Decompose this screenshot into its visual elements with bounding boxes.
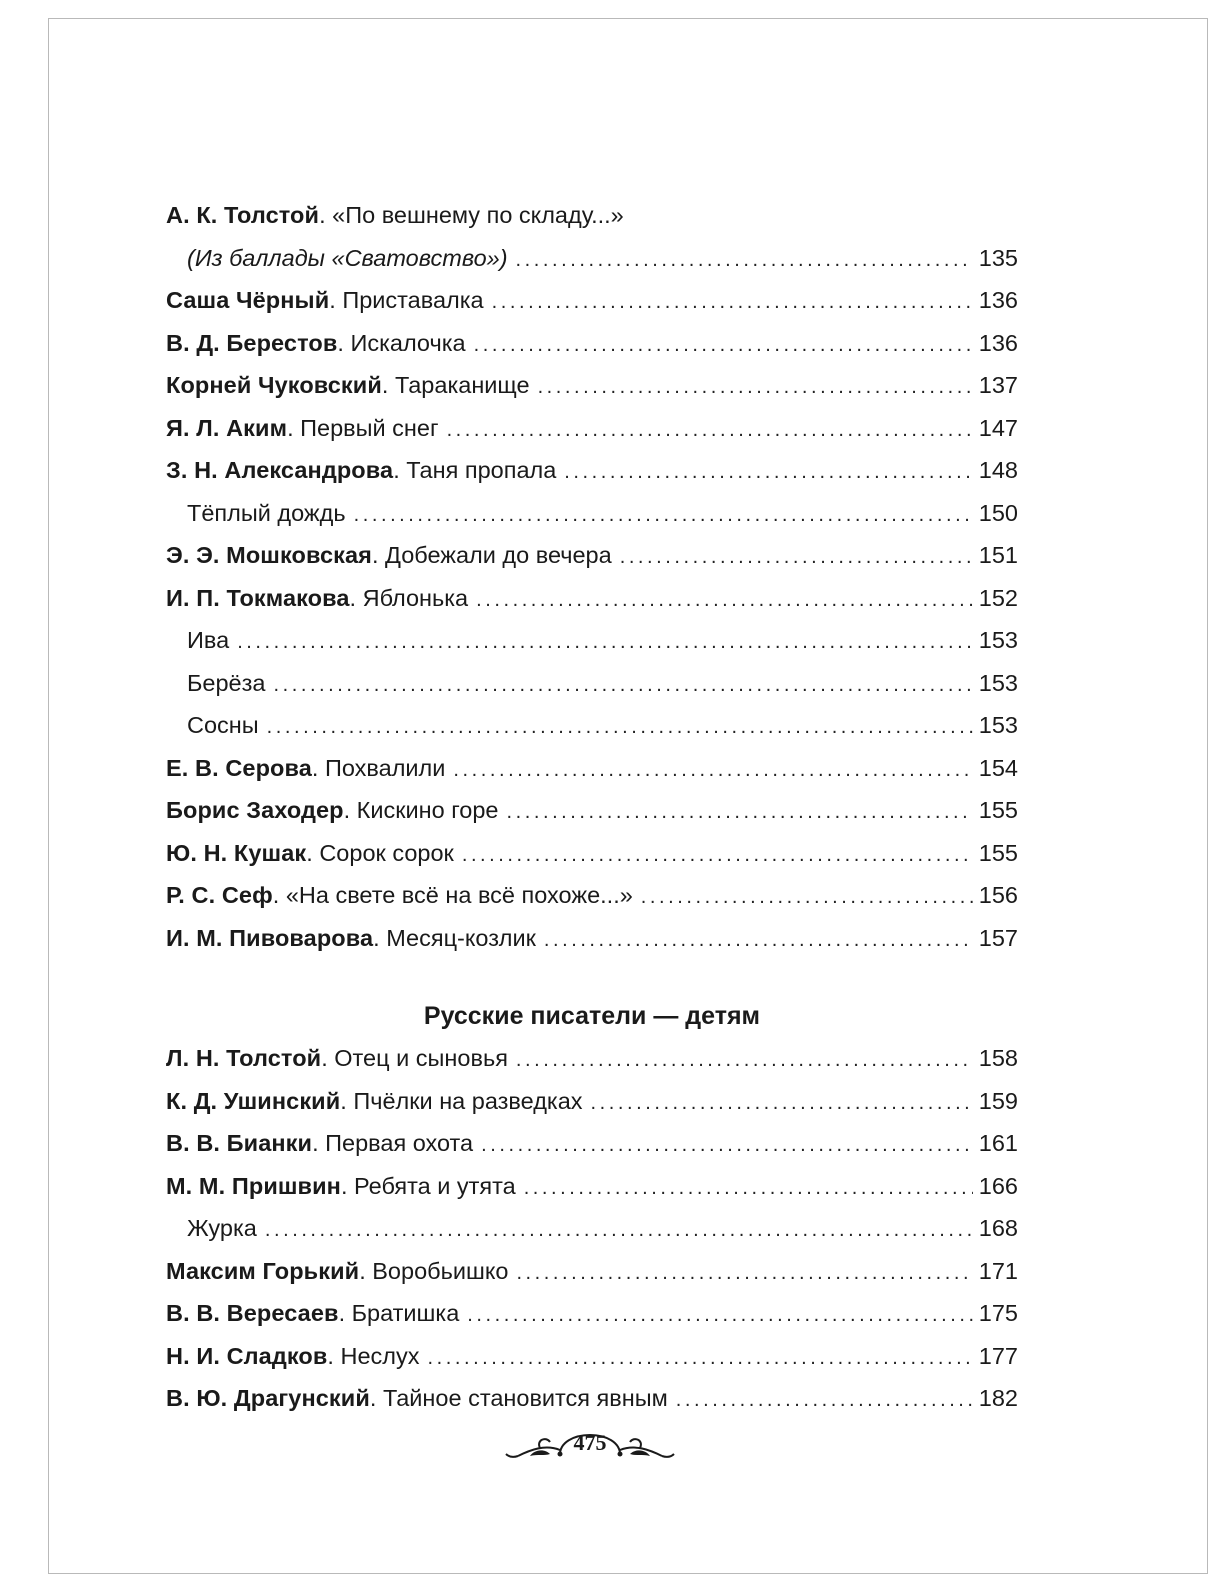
toc-separator: . [393,457,407,483]
toc-author: Э. Э. Мошковская [166,542,372,568]
toc-page-number: 155 [978,797,1018,823]
toc-title: Ребята и утята [354,1172,516,1199]
toc-entry [166,1250,1018,1293]
toc-page-number: 152 [978,584,1018,611]
toc-entry [166,1080,1018,1123]
dot-leader [462,834,973,877]
toc-page-number: 153 [978,669,1018,696]
toc-author: Я. Л. Аким [166,414,288,441]
toc-page-number: 168 [978,1215,1018,1241]
toc-page-number: 159 [978,1087,1018,1114]
toc-author: И. М. Пивоварова [166,924,374,951]
toc-page-number: 136 [978,329,1018,356]
dot-leader [538,366,973,409]
dot-leader [516,1252,972,1295]
toc-separator: . [306,839,320,866]
toc-author: Е. В. Серова [166,754,312,781]
toc-entry [166,449,1018,492]
dot-leader [544,919,973,962]
toc-entry [166,1165,1018,1208]
dot-leader [476,579,973,622]
dot-leader [516,239,973,282]
toc-separator: . [359,1257,373,1284]
toc-page-number: 177 [978,1342,1018,1369]
dot-leader [524,1167,973,1210]
dot-leader [453,749,972,792]
toc-author: Борис Заходер [166,797,344,823]
toc-separator: . [287,414,301,441]
toc-title: Добежали до вечера [385,542,612,568]
toc-page-number: 157 [978,924,1018,951]
toc-page-number: 155 [978,839,1018,866]
dot-leader [620,536,973,579]
dot-leader [354,494,973,537]
toc-entry [166,747,1018,790]
dot-leader [481,1124,973,1167]
toc-title: Яблонька [362,584,469,611]
toc-separator: . [381,372,395,398]
toc-entry [166,534,1018,577]
page-number: 475 [573,1430,607,1455]
dot-leader [267,706,973,749]
dot-leader [237,621,973,664]
toc-separator: . [311,754,325,781]
dot-leader [474,324,973,367]
toc-page-number: 148 [978,457,1018,483]
toc-entry [166,279,1018,322]
toc-separator: . [272,882,286,908]
toc-author: В. Ю. Драгунский [166,1385,370,1411]
toc-title: «На свете всё на всё похоже...» [285,882,633,908]
toc-separator: . [319,202,333,228]
toc-title: Месяц-козлик [386,924,536,951]
toc-title: Берёза [187,669,266,696]
dot-leader [516,1039,973,1082]
toc-page-number: 137 [978,372,1018,398]
toc-title: Ива [187,627,230,653]
toc-title: Пчёлки на разведках [353,1087,583,1114]
toc-page-number: 135 [978,244,1018,271]
dot-leader [492,281,973,324]
toc-separator: . [329,287,343,313]
toc-entry [166,1292,1018,1335]
toc-entry [166,322,1018,365]
toc-title: Неслух [340,1342,420,1369]
toc-page-number: 171 [978,1257,1018,1284]
toc-entry [166,1335,1018,1378]
toc-entry [166,789,1018,832]
toc-title: Кискино горе [356,797,499,823]
dot-leader [265,1209,973,1252]
toc-entry [166,874,1018,917]
toc-separator: . [321,1045,335,1071]
toc-page-number: 156 [978,882,1018,908]
dot-leader [273,664,972,707]
toc-list-main [166,194,1018,959]
toc-author: В. В. Вересаев [166,1300,339,1326]
toc-title: Приставалка [342,287,484,313]
toc-separator: . [337,329,351,356]
toc-author: М. М. Пришвин [166,1172,341,1199]
table-of-contents [166,194,1018,1420]
toc-entry [166,704,1018,747]
toc-entry [166,577,1018,620]
toc-title: Братишка [351,1300,460,1326]
toc-page-number: 154 [978,754,1018,781]
toc-author: А. К. Толстой [166,202,320,228]
toc-page-number: 153 [978,712,1018,738]
dot-leader [507,791,973,834]
toc-entry [166,917,1018,960]
toc-separator: . [327,1342,341,1369]
toc-page-number: 158 [978,1045,1018,1071]
toc-author: Н. И. Сладков [166,1342,328,1369]
toc-title: Первый снег [300,414,439,441]
toc-entry [166,407,1018,450]
toc-title: Журка [187,1215,257,1241]
dot-leader [428,1337,973,1380]
toc-entry [166,364,1018,407]
toc-author: Р. С. Сеф [166,882,273,908]
section-heading: Русские писатели — детям [423,1002,761,1030]
toc-author: З. Н. Александрова [166,457,394,483]
toc-title: Искалочка [350,329,466,356]
dot-leader [564,451,972,494]
toc-title: Похвалили [324,754,446,781]
toc-author: В. В. Бианки [166,1130,313,1156]
dot-leader [676,1379,973,1422]
toc-separator: . [343,797,357,823]
toc-separator: . [338,1300,352,1326]
toc-author: Ю. Н. Кушак [166,839,307,866]
toc-author: Корней Чуковский [166,372,382,398]
toc-title: Тайное становится явным [382,1385,668,1411]
dot-leader [591,1082,973,1125]
toc-entry [166,194,1018,237]
toc-title: Тараканище [394,372,530,398]
toc-separator: . [312,1130,326,1156]
page-footer [500,1410,680,1480]
toc-entry [166,619,1018,662]
toc-separator: . [371,542,386,568]
toc-separator: . [340,1172,354,1199]
toc-list-russian-writers [166,1037,1018,1420]
toc-title: Тёплый дождь [187,499,346,526]
toc-page-number: 153 [978,627,1018,653]
toc-title: «По вешнему по складу...» [332,202,624,228]
toc-page-number: 161 [978,1130,1018,1156]
toc-page-number: 136 [978,287,1018,313]
toc-page-number: 175 [978,1300,1018,1326]
toc-title: Отец и сыновья [334,1045,508,1071]
toc-page-number: 147 [978,414,1018,441]
toc-author: Л. Н. Толстой [166,1045,322,1071]
toc-title: Первая охота [325,1130,474,1156]
dot-leader [641,876,973,919]
toc-entry [166,832,1018,875]
dot-leader [447,409,973,452]
toc-page-number: 150 [978,499,1018,526]
toc-entry [166,492,1018,535]
toc-entry [166,237,1018,280]
toc-entry [166,662,1018,705]
toc-entry [166,1207,1018,1250]
toc-author: К. Д. Ушинский [166,1087,341,1114]
toc-separator: . [349,584,363,611]
toc-page-number: 166 [978,1172,1018,1199]
dot-leader [467,1294,973,1337]
toc-author: Максим Горький [166,1257,360,1284]
toc-entry [166,1037,1018,1080]
toc-entry [166,1122,1018,1165]
toc-author: Саша Чёрный [166,287,330,313]
toc-separator: . [340,1087,354,1114]
toc-title: Сосны [187,712,259,738]
toc-title: Воробьишко [372,1257,509,1284]
toc-title: (Из баллады «Сватовство») [187,244,508,271]
toc-page-number: 182 [978,1385,1018,1411]
toc-title: Сорок сорок [319,839,454,866]
toc-separator: . [369,1385,383,1411]
toc-author: В. Д. Берестов [166,329,338,356]
toc-title: Таня пропала [406,457,557,483]
toc-separator: . [373,924,387,951]
toc-page-number: 151 [978,542,1018,568]
toc-author: И. П. Токмакова [166,584,350,611]
